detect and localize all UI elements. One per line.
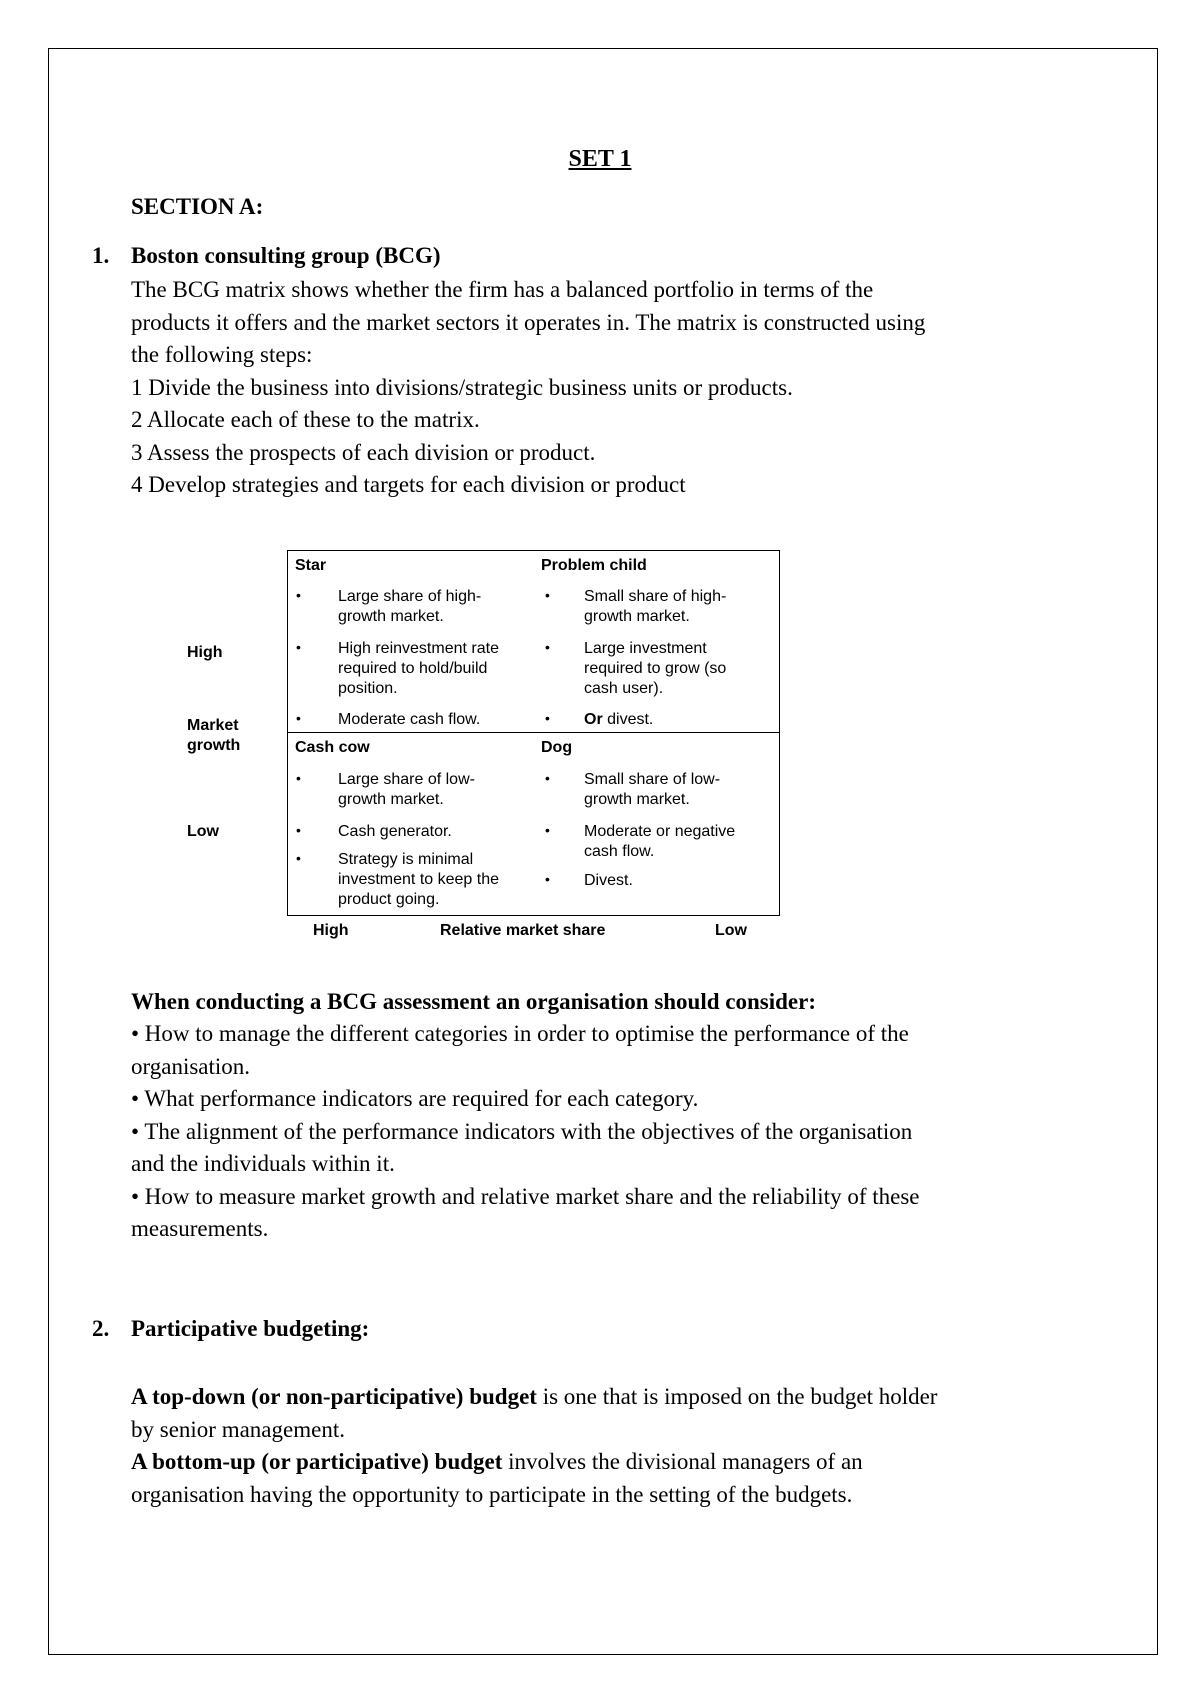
- consider-line: • The alignment of the performance indicators with the objectives of the organisation: [131, 1118, 913, 1144]
- q1-step: 2 Allocate each of these to the matrix.: [131, 407, 480, 432]
- problem-child-bullet-3: Or divest.: [584, 711, 654, 728]
- problem-child-title: Problem child: [541, 557, 647, 574]
- bullet: •: [545, 710, 550, 726]
- star-bullet-1: Large share of high- growth market.: [338, 588, 482, 625]
- x-axis-label: Relative market share: [440, 922, 606, 939]
- bullet: •: [545, 822, 550, 838]
- q2-p1-line2: by senior management.: [131, 1416, 345, 1442]
- star-bullet-2: High reinvestment rate required to hold/build position.: [338, 640, 499, 697]
- y-axis-label-1: Market: [187, 717, 239, 734]
- y-axis-label-2: growth: [187, 737, 241, 754]
- q2-paragraphs: [131, 1381, 937, 1511]
- bullet: •: [296, 587, 301, 603]
- y-axis-high: High: [187, 644, 223, 661]
- consider-line: and the individuals within it.: [131, 1151, 395, 1176]
- bullet: •: [545, 770, 550, 786]
- q2-title: Participative budgeting:: [131, 1316, 370, 1341]
- q2-p1-line1: A top-down (or non-participative) budget is one that is imposed on the budget holder: [131, 1384, 938, 1409]
- dog-title: Dog: [541, 739, 573, 756]
- x-axis-high: High: [313, 922, 349, 939]
- dog-bullet-1: Small share of low- growth market.: [584, 771, 721, 808]
- bullet: •: [545, 587, 550, 603]
- q1-intro-line: The BCG matrix shows whether the firm has a balanced portfolio in terms of the: [131, 277, 874, 302]
- q2-p2-line1: A bottom-up (or participative) budget involves the divisional managers of an: [131, 1449, 863, 1474]
- cash-cow-bullet-2: Cash generator.: [338, 823, 452, 840]
- cash-cow-bullet-1: Large share of low- growth market.: [338, 771, 475, 808]
- problem-child-bullet-2: Large investment required to grow (so cash user).: [584, 640, 727, 697]
- cash-cow-bullet-3: Strategy is minimal investment to keep the product going.: [338, 851, 499, 908]
- q1-title: Boston consulting group (BCG): [131, 243, 441, 268]
- consider-line: organisation.: [131, 1053, 251, 1079]
- dog-bullet-3: Divest.: [584, 872, 633, 889]
- star-bullet-3: Moderate cash flow.: [338, 711, 481, 728]
- x-axis-low: Low: [715, 922, 747, 939]
- consider-list: [131, 1018, 920, 1246]
- bullet: •: [545, 639, 550, 655]
- bullet: •: [296, 850, 301, 866]
- q2-p2-line2: organisation having the opportunity to participate in the setting of the budgets.: [131, 1481, 853, 1507]
- bullet: •: [545, 871, 550, 887]
- problem-child-bullet-1: Small share of high- growth market.: [584, 588, 727, 625]
- consider-heading: When conducting a BCG assessment an organisation should consider:: [131, 989, 816, 1014]
- bullet: •: [296, 770, 301, 786]
- q1-number: 1.: [92, 243, 110, 268]
- cash-cow-title: Cash cow: [295, 739, 370, 756]
- q1-intro: [131, 274, 925, 502]
- q1-step: 1 Divide the business into divisions/strategic business units or products.: [131, 374, 793, 400]
- bcg-matrix-divider: [287, 732, 780, 733]
- consider-line: measurements.: [131, 1216, 269, 1241]
- q2-number: 2.: [92, 1316, 110, 1341]
- star-title: Star: [295, 557, 327, 574]
- bullet: •: [296, 639, 301, 655]
- set-title: SET 1: [568, 146, 632, 172]
- q1-step: 4 Develop strategies and targets for each division or product: [131, 472, 686, 497]
- y-axis-low: Low: [187, 823, 219, 840]
- dog-bullet-2: Moderate or negative cash flow.: [584, 823, 736, 860]
- consider-line: • How to measure market growth and relative market share and the reliability of these: [131, 1183, 920, 1209]
- consider-line: • What performance indicators are required for each category.: [131, 1086, 699, 1111]
- section-title: SECTION A:: [131, 194, 264, 219]
- q1-intro-line: the following steps:: [131, 342, 313, 367]
- q1-intro-line: products it offers and the market sectors it operates in. The matrix is constructed using: [131, 309, 926, 335]
- consider-line: • How to manage the different categories in order to optimise the performance of the: [131, 1021, 909, 1046]
- bullet: •: [296, 822, 301, 838]
- bullet: •: [296, 710, 301, 726]
- q1-step: 3 Assess the prospects of each division or product.: [131, 439, 596, 465]
